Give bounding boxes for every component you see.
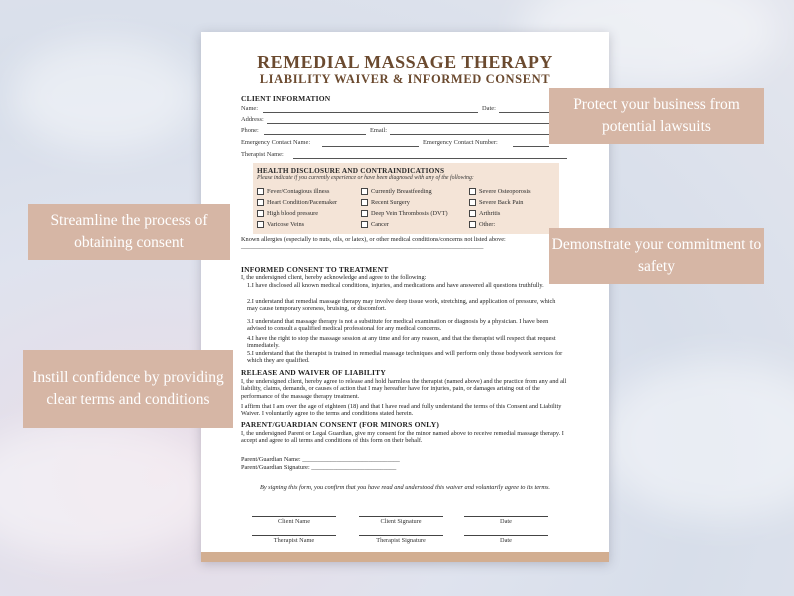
checkbox-square[interactable] [257,210,264,217]
signature-line[interactable] [359,535,443,536]
name-field[interactable] [263,112,478,113]
checkbox-square[interactable] [257,188,264,195]
client-date-label: Date [500,518,512,525]
checkbox-osteoporosis[interactable]: Severe Osteoporosis [469,188,531,195]
therapist-signature-label: Therapist Signature [376,537,426,544]
guardian-heading: PARENT/GUARDIAN CONSENT (FOR MINORS ONLY) [241,420,440,429]
phone-label: Phone: [241,127,259,134]
date-label: Date: [482,105,496,112]
checkbox-blood-pressure[interactable]: High blood pressure [257,210,318,217]
checkbox-square[interactable] [469,199,476,206]
client-signature-label: Client Signature [380,518,422,525]
checkbox-square[interactable] [469,221,476,228]
checkbox-arthritis[interactable]: Arthritis [469,210,500,217]
address-field[interactable] [267,123,549,124]
health-disclosure-panel [253,163,559,234]
email-field[interactable] [390,134,549,135]
client-name-label: Client Name [277,518,310,525]
consent-intro: I, the undersigned client, hereby acknowledge and agree to the following: [241,274,427,281]
background-cloud [600,360,794,520]
callout-protect-business: Protect your business from potential lawsuits [549,88,764,144]
phone-field[interactable] [264,134,366,135]
release-paragraph-2: I affirm that I am over the age of eighteen (18) and that I have read and fully understand the terms of this Consent and Liability Waiver. I voluntarily agree to the terms and conditions stated herein. [241,403,562,418]
checkbox-square[interactable] [361,210,368,217]
client-info-heading: CLIENT INFORMATION [241,94,331,103]
signature-line[interactable] [464,535,548,536]
signature-line[interactable] [252,535,336,536]
emergency-name-field[interactable] [322,146,419,147]
callout-commitment-safety: Demonstrate your commitment to safety [549,228,764,284]
checkbox-fever[interactable]: Fever/Contagious illness [257,188,329,195]
signature-line[interactable] [359,516,443,517]
guardian-paragraph: I, the undersigned Parent or Legal Guardian, give my consent for the minor named above to receive remedial massage therapy. I accept and agree to all terms and conditions of this form on their behalf. [241,430,564,445]
checkbox-square[interactable] [469,188,476,195]
callout-streamline-consent: Streamline the process of obtaining consent [28,204,230,260]
form-title: REMEDIAL MASSAGE THERAPY [257,52,553,72]
form-subtitle: LIABILITY WAIVER & INFORMED CONSENT [259,72,551,86]
checkbox-square[interactable] [361,199,368,206]
confirmation-text: By signing this form, you confirm that you have read and understood this waiver and voluntarily agree to its terms. [259,484,551,491]
health-heading: HEALTH DISCLOSURE AND CONTRAINDICATIONS [257,166,445,175]
consent-item-4: 4.I have the right to stop the massage session at any time and for any reason, and that the therapist will respect that request immediately. [247,335,556,350]
checkbox-square[interactable] [257,221,264,228]
health-subheading: Please indicate if you currently experience or have been diagnosed with any of the following: [257,175,474,181]
checkbox-square[interactable] [257,199,264,206]
checkbox-surgery[interactable]: Recent Surgery [361,199,410,206]
checkbox-square[interactable] [361,188,368,195]
background-cloud [10,40,200,150]
checkbox-square[interactable] [469,210,476,217]
checkbox-varicose[interactable]: Varicose Veins [257,221,304,228]
emergency-name-label: Emergency Contact Name: [241,139,311,146]
consent-heading: INFORMED CONSENT TO TREATMENT [241,265,389,274]
waiver-document [201,32,609,562]
background-cloud [0,420,220,560]
checkbox-dvt[interactable]: Deep Vein Thrombosis (DVT) [361,210,448,217]
allergies-text: Known allergies (especially to nuts, oils, or latex), or other medical conditions/concerns not listed above: _____________________________________________________________________________ [241,236,506,251]
consent-item-5: 5.I understand that the therapist is trained in remedial massage techniques and will perform only those bodywork services for which they are qualified. [247,350,563,365]
emergency-number-label: Emergency Contact Number: [423,139,498,146]
checkbox-back-pain[interactable]: Severe Back Pain [469,199,523,206]
consent-item-3: 3.I understand that massage therapy is not a substitute for medical examination or diagnosis by a physician. I have been advised to consult a qualified medical professional for any medical concerns. [247,318,549,333]
address-label: Address: [241,116,264,123]
name-label: Name: [241,105,259,112]
checkbox-heart[interactable]: Heart Condition/Pacemaker [257,199,337,206]
date-field[interactable] [499,112,549,113]
therapist-name-sig-label: Therapist Name [273,537,315,544]
consent-item-1: 1.I have disclosed all known medical conditions, injuries, and medications and have answered all questions truthfully. [247,282,544,289]
release-heading: RELEASE AND WAIVER OF LIABILITY [241,368,386,377]
callout-instill-confidence: Instill confidence by providing clear terms and conditions [23,350,233,428]
signature-line[interactable] [464,516,548,517]
checkbox-breastfeeding[interactable]: Currently Breastfeeding [361,188,432,195]
emergency-number-field[interactable] [513,146,549,147]
release-paragraph-1: I, the undersigned client, hereby agree to release and hold harmless the therapist (named above) and the practice from any and all liability, claims, demands, or causes of action that I may hereafter have for injuries, pain, or damages arising out of the performance of the massage therapy treatment. [241,378,567,400]
therapist-name-label: Therapist Name: [241,151,284,158]
checkbox-other[interactable]: Other: [469,221,495,228]
checkbox-cancer[interactable]: Cancer [361,221,389,228]
document-footer-bar [201,552,609,562]
checkbox-square[interactable] [361,221,368,228]
guardian-name-field[interactable]: Parent/Guardian Name: _______________________________ [241,456,400,463]
therapist-date-label: Date [500,537,512,544]
email-label: Email: [370,127,388,134]
therapist-name-field[interactable] [293,158,567,159]
consent-item-2: 2.I understand that remedial massage therapy may involve deep tissue work, stretching, and application of pressure, which may cause temporary soreness, bruising, or discomfort. [247,298,556,313]
signature-line[interactable] [252,516,336,517]
guardian-signature-field[interactable]: Parent/Guardian Signature: ___________________________ [241,464,397,471]
